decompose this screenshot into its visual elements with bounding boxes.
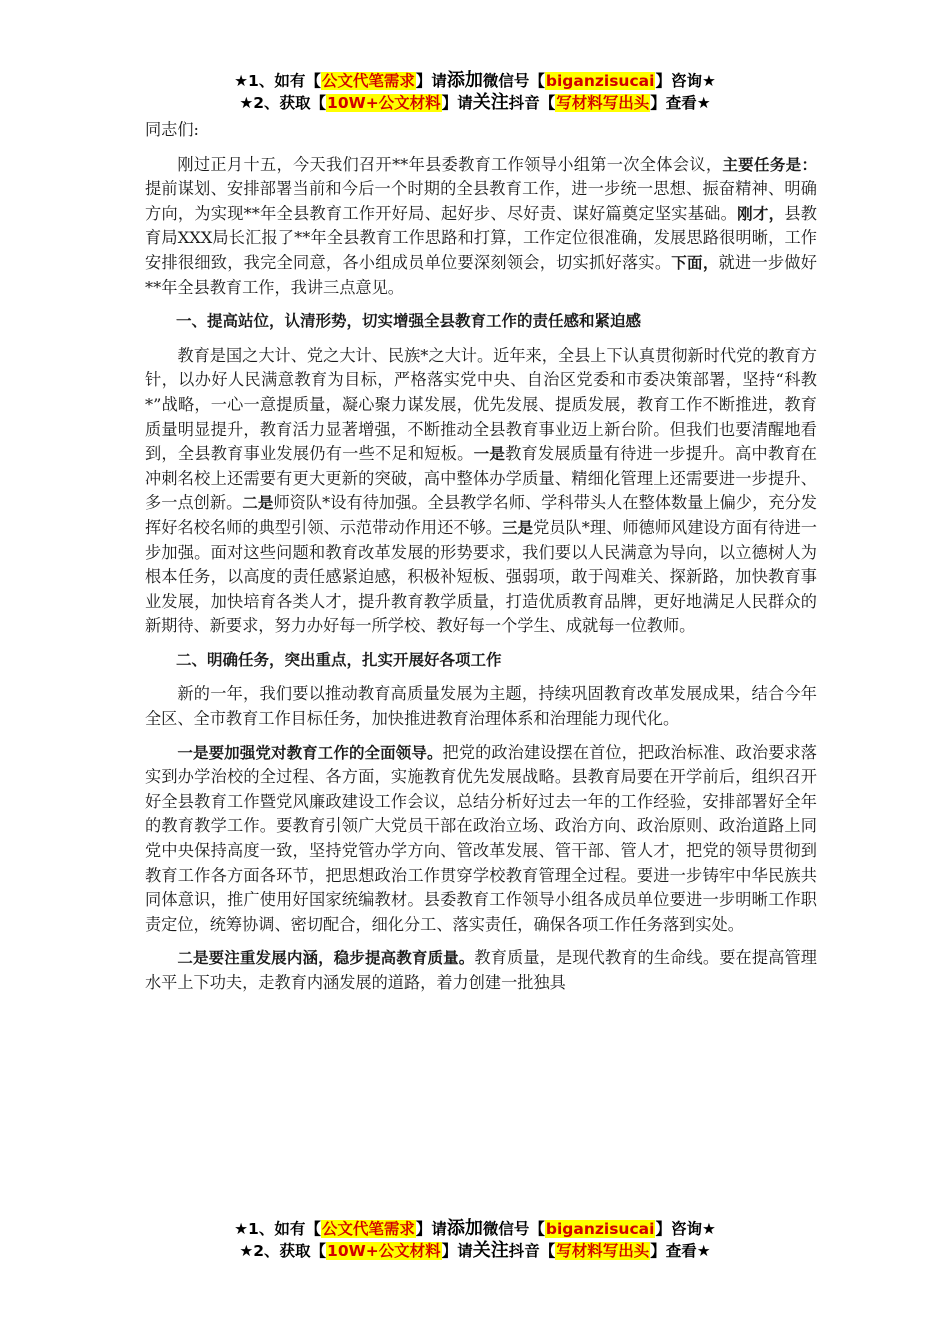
section-2-point-2-paragraph: 二是要注重发展内涵，稳步提高教育质量。教育质量，是现代教育的生命线。要在提高管理水平上下功夫，走教育内涵发展的道路，着力创建一批独具 <box>145 948 817 992</box>
highlight-materials: 10W+公文材料 <box>327 94 441 112</box>
highlight-service: 公文代笔需求 <box>321 1220 415 1238</box>
footer-promo-banner <box>0 1218 950 1262</box>
promo-line-1: ★1、如有【公文代笔需求】请添加微信号【biganzisucai】咨询★ <box>234 70 716 91</box>
promo-line-1: ★1、如有【公文代笔需求】请添加微信号【biganzisucai】咨询★ <box>234 1218 716 1239</box>
salutation: 同志们: <box>145 120 200 139</box>
promo-line-2: ★2、获取【10W+公文材料】请关注抖音【写材料写出头】查看★ <box>239 1240 711 1261</box>
document-body <box>145 118 817 1005</box>
highlight-douyin-account: 写材料写出头 <box>556 1242 650 1260</box>
header-promo-banner <box>0 70 950 114</box>
highlight-wechat-id: biganzisucai <box>545 1220 655 1238</box>
highlight-douyin-account: 写材料写出头 <box>556 94 650 112</box>
section-heading-2: 二、明确任务，突出重点，扎实开展好各项工作 <box>176 650 502 669</box>
promo-line-2: ★2、获取【10W+公文材料】请关注抖音【写材料写出头】查看★ <box>239 92 711 113</box>
highlight-materials: 10W+公文材料 <box>327 1242 441 1260</box>
section-2-intro-paragraph: 新的一年，我们要以推动教育高质量发展为主题，持续巩固教育改革发展成果，结合今年全区、全市教育工作目标任务，加快推进教育治理体系和治理能力现代化。 <box>145 684 817 729</box>
section-2-point-1-paragraph: 一是要加强党对教育工作的全面领导。把党的政治建设摆在首位，把政治标准、政治要求落实到办学治校的全过程、各方面，实施教育优先发展战略。县教育局要在开学前后，组织召开好全县教育工作暨党风廉政建设工作会议，总结分析好过去一年的工作经验，安排部署好全年的教育教学工作。要教育引领广大党员干部在政治立场、政治方向、政治原则、政治道路上同党中央保持高度一致，坚持党管办学方向、管改革发展、管干部、管人才，把党的领导贯彻到教育工作各方面各环节，把思想政治工作贯穿学校教育管理全过程。要进一步铸牢中华民族共同体意识，推广使用好国家统编教材。县委教育工作领导小组各成员单位要进一步明晰工作职责定位，统筹协调、密切配合，细化分工、落实责任，确保各项工作任务落到实处。 <box>145 742 817 934</box>
section-heading-1: 一、提高站位，认清形势，切实增强全县教育工作的责任感和紧迫感 <box>176 312 642 331</box>
highlight-wechat-id: biganzisucai <box>545 72 655 90</box>
section-1-paragraph: 教育是国之大计、党之大计、民族*之大计。近年来，全县上下认真贯彻新时代党的教育方针，以办好人民满意教育为目标，严格落实党中央、自治区党委和市委决策部署，坚持“科教*”战略，一心一意提质量，凝心聚力谋发展，优先发展、提质发展，教育工作不断推进，教育质量明显提升，教育活力显著增强，不断推动全县教育事业迈上新台阶。但我们也要清醒地看到，全县教育事业发展仍有一些不足和短板。一是教育发展质量有待进一步提升。高中教育在冲刺名校上还需要有更大更新的突破，高中整体办学质量、精细化管理上还需要进一步提升、多一点创新。二是师资队*设有待加强。全县教学名师、学科带头人在整体数量上偏少，充分发挥好名校名师的典型引领、示范带动作用还不够。三是党员队*理、师德师风建设方面有待进一步加强。面对这些问题和教育改革发展的形势要求，我们要以人民满意为导向，以立德树人为根本任务，以高度的责任感紧迫感，积极补短板、强弱项，敢于闯难关、探新路，加快教育事业发展，加快培育各类人才，提升教育教学质量，打造优质教育品牌，更好地满足人民群众的新期待、新要求，努力办好每一所学校、教好每一个学生、成就每一位教师。 <box>145 345 817 636</box>
highlight-service: 公文代笔需求 <box>321 72 415 90</box>
opening-paragraph: 刚过正月十五，今天我们召开**年县委教育工作领导小组第一次全体会议，主要任务是：提前谋划、安排部署当前和今后一个时期的全县教育工作，进一步统一思想、振奋精神、明确方向，为实现**年全县教育工作开好局、起好步、尽好责、谋好篇奠定坚实基础。刚才，县教育局XXX局长汇报了**年全县教育工作思路和打算，工作定位很准确，发展思路很明晰，工作安排很细致，我完全同意，各小组成员单位要深刻领会，切实抓好落实。下面，就进一步做好**年全县教育工作，我讲三点意见。 <box>145 154 817 297</box>
